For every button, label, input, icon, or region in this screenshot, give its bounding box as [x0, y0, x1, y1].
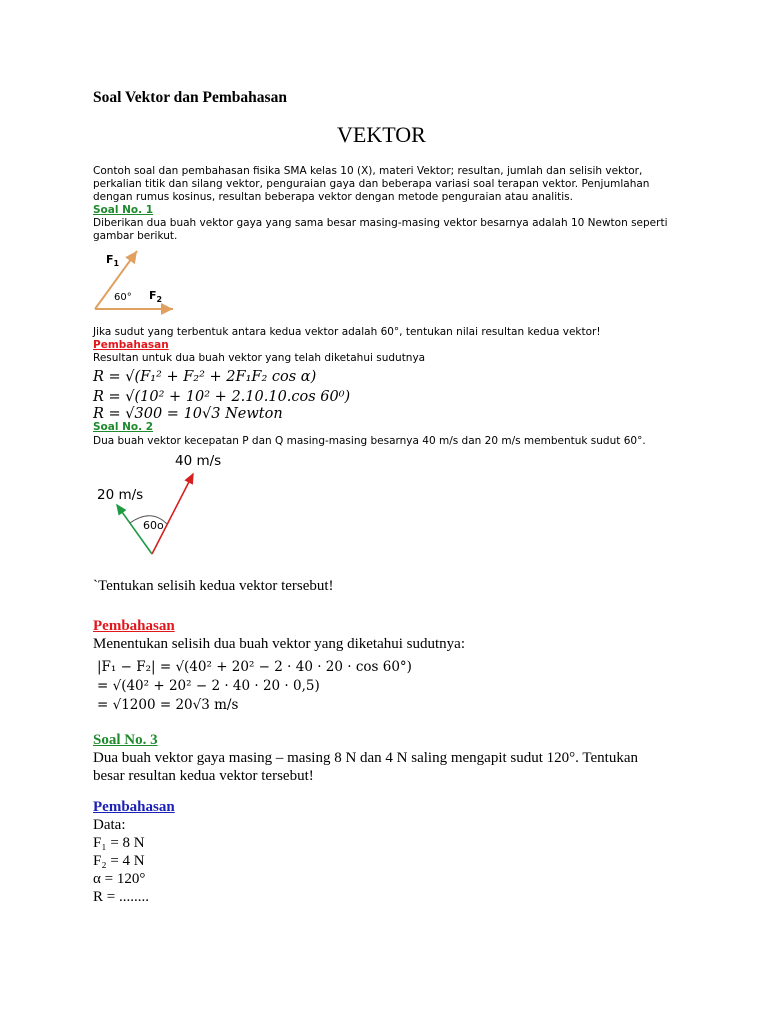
- v2-label: 20 m/s: [97, 487, 144, 503]
- data-line: α = 120°: [93, 871, 146, 887]
- soal1-text-line: gambar berikut.: [93, 230, 178, 242]
- soal1-vector-figure: [90, 246, 190, 318]
- soal2-equation-1: |F₁ − F₂| = √(40² + 20² − 2 · 40 · 20 · cos 60°): [97, 659, 412, 675]
- soal1-question: Jika sudut yang terbentuk antara kedua vektor adalah 60°, tentukan nilai resultan kedua vektor!: [93, 326, 601, 338]
- page-title: Soal Vektor dan Pembahasan: [93, 89, 287, 106]
- v1-arrow: [152, 474, 193, 554]
- soal2-pembahasan-text: Menentukan selisih dua buah vektor yang diketahui sudutnya:: [93, 636, 466, 652]
- soal2-equation-3: = √1200 = 20√3 m/s: [97, 697, 239, 713]
- intro-line: perkalian titik dan silang vektor, penguraian gaya dan beberapa variasi soal terapan vektor. Penjumlahan: [93, 178, 650, 190]
- soal1-label: Soal No. 1: [93, 204, 154, 216]
- soal2-equation-2: = √(40² + 20² − 2 · 40 · 20 · 0,5): [97, 678, 320, 694]
- soal1-pembahasan-label: Pembahasan: [93, 339, 169, 351]
- soal1-equation-3: R = √300 = 10√3 Newton: [93, 406, 283, 422]
- intro-line: dengan rumus kosinus, resultan beberapa vektor dengan metode penguraian atau analitis.: [93, 191, 573, 203]
- angle1-label: 60°: [114, 292, 132, 303]
- soal1-pembahasan-text: Resultan untuk dua buah vektor yang telah diketahui sudutnya: [93, 352, 426, 364]
- soal1-equation-2: R = √(10² + 10² + 2.10.10.cos 60⁰): [93, 389, 351, 405]
- soal2-label: Soal No. 2: [93, 421, 154, 433]
- v1-label: 40 m/s: [175, 453, 222, 469]
- soal3-text-line: Dua buah vektor gaya masing – masing 8 N dan 4 N saling mengapit sudut 120°. Tentukan: [93, 750, 638, 766]
- soal2-question: `Tentukan selisih kedua vektor tersebut!: [93, 578, 334, 594]
- soal3-data: [93, 816, 149, 906]
- data-line: F₁ = 8 N: [93, 835, 145, 851]
- soal2-text: Dua buah vektor kecepatan P dan Q masing-masing besarnya 40 m/s dan 20 m/s membentuk sudut 60°.: [93, 435, 646, 447]
- f1-label: $F_1$: [106, 253, 120, 269]
- soal2-pembahasan-label: Pembahasan: [93, 618, 175, 634]
- intro-line: Contoh soal dan pembahasan fisika SMA kelas 10 (X), materi Vektor; resultan, jumlah dan selisih vektor,: [93, 165, 643, 177]
- soal3-text-line: besar resultan kedua vektor tersebut!: [93, 768, 314, 784]
- angle2-label: 60o: [143, 519, 164, 532]
- data-line: R = ........: [93, 889, 149, 905]
- heading-vektor: VEKTOR: [337, 122, 426, 147]
- soal1-text: [93, 217, 753, 243]
- data-line: F₂ = 4 N: [93, 853, 145, 869]
- soal1-text-line: Diberikan dua buah vektor gaya yang sama besar masing-masing vektor besarnya adalah 10 Newton seperti: [93, 217, 668, 229]
- data-line: Data:: [93, 817, 126, 833]
- intro-paragraph: [93, 165, 753, 204]
- f2-label: $F_2$: [149, 289, 163, 305]
- soal3-text: [93, 749, 673, 785]
- soal3-pembahasan-label: Pembahasan: [93, 799, 175, 815]
- soal1-equation-1: R = √(F₁² + F₂² + 2F₁F₂ cos α): [93, 369, 317, 385]
- soal3-label: Soal No. 3: [93, 732, 158, 748]
